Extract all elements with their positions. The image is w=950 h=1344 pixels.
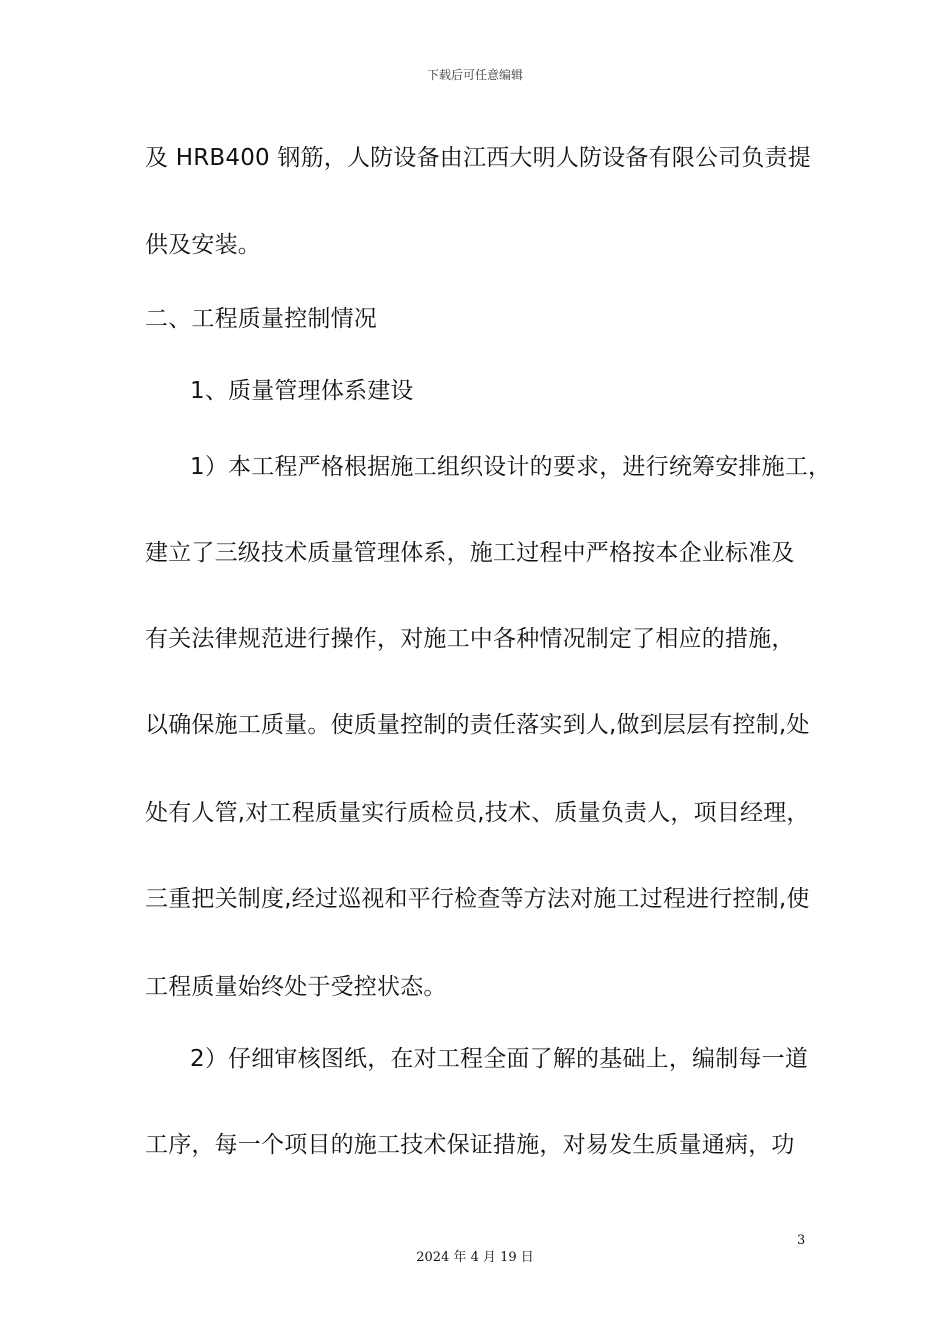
paragraph-1-line-2: 建立了三级技术质量管理体系，施工过程中严格按本企业标准及 (145, 540, 795, 566)
section-heading: 二、工程质量控制情况 (145, 306, 377, 332)
paragraph-1-line-7: 工程质量始终处于受控状态。 (145, 974, 447, 1000)
paragraph-1-line-3: 有关法律规范进行操作，对施工中各种情况制定了相应的措施， (145, 626, 795, 652)
paragraph-1-line-6: 三重把关制度,经过巡视和平行检查等方法对施工过程进行控制,使 (145, 886, 810, 912)
paragraph-2-line-2: 工序，每一个项目的施工技术保证措施，对易发生质量通病，功 (145, 1132, 795, 1158)
paragraph-2-line-1: 2）仔细审核图纸，在对工程全面了解的基础上，编制每一道 (190, 1046, 809, 1072)
subsection-heading: 1、质量管理体系建设 (190, 378, 414, 404)
text-line-1: 及 HRB400 钢筋，人防设备由江西大明人防设备有限公司负责提 (145, 145, 811, 171)
page-number: 3 (797, 1233, 806, 1248)
paragraph-1-line-5: 处有人管,对工程质量实行质检员,技术、质量负责人，项目经理， (145, 800, 810, 826)
paragraph-1-line-4: 以确保施工质量。使质量控制的责任落实到人,做到层层有控制,处 (145, 712, 810, 738)
text-line-2: 供及安装。 (145, 232, 261, 258)
footer-date: 2024 年 4 月 19 日 (416, 1250, 534, 1265)
paragraph-1-line-1: 1）本工程严格根据施工组织设计的要求，进行统筹安排施工， (190, 454, 832, 480)
page-header: 下载后可任意编辑 (426, 68, 523, 82)
